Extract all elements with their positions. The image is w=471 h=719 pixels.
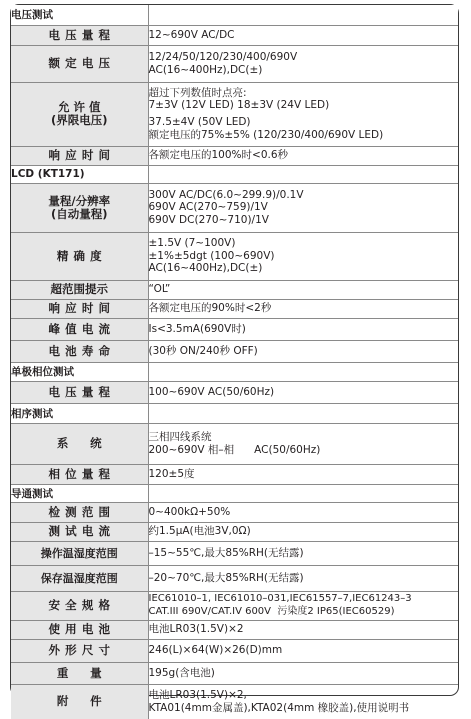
section-title: 相序测试 bbox=[11, 403, 148, 423]
label-dimensions: 外形尺寸 bbox=[11, 639, 148, 662]
value-single-phase-range: 100~690V AC(50/60Hz) bbox=[148, 381, 458, 403]
value-peak-current: Is<3.5mA(690V时) bbox=[148, 318, 458, 340]
value-system: 三相四线系统 200~690V 相–相 AC(50/60Hz) bbox=[148, 423, 458, 464]
row-storage-env bbox=[11, 565, 458, 591]
row-voltage-range bbox=[11, 25, 458, 45]
value-overrange: “OL” bbox=[148, 280, 458, 299]
label-voltage-range: 电压量程 bbox=[11, 25, 148, 45]
section-single-phase bbox=[11, 362, 458, 381]
value-lcd-response: 各额定电压的90%时<2秒 bbox=[148, 299, 458, 318]
row-battery bbox=[11, 620, 458, 639]
value-phase-range: 120±5度 bbox=[148, 464, 458, 484]
row-rated-voltage bbox=[11, 45, 458, 82]
label-accuracy: 精确度 bbox=[11, 232, 148, 280]
row-battery-life bbox=[11, 340, 458, 362]
row-lcd-response bbox=[11, 299, 458, 318]
value-lcd-range: 300V AC/DC(6.0~299.9)/0.1V 690V AC(270~759)/1V 690V DC(270~710)/1V bbox=[148, 183, 458, 232]
value-voltage-range: 12~690V AC/DC bbox=[148, 25, 458, 45]
section-title: 电压测试 bbox=[11, 5, 148, 25]
value-accuracy: ±1.5V (7~100V) ±1%±5dgt (100~690V) AC(16~400Hz),DC(±) bbox=[148, 232, 458, 280]
row-overrange bbox=[11, 280, 458, 299]
value-tolerance: 超过下列数值时点亮: 7±3V (12V LED) 18±3V (24V LED) 37.5±4V (50V LED) 额定电压的75%±5% (120/230/400/690V LED) bbox=[148, 82, 458, 146]
value-accessories: 电池LR03(1.5V)×2, KTA01(4mm金属盖),KTA02(4mm 橡胶盖),使用说明书 bbox=[148, 684, 458, 719]
row-single-phase-range bbox=[11, 381, 458, 403]
value-operating-env: –15~55℃,最大85%RH(无结露) bbox=[148, 541, 458, 565]
label-lcd-range: 量程/分辨率 (自动量程) bbox=[11, 183, 148, 232]
label-test-current: 测试电流 bbox=[11, 522, 148, 541]
section-phase-sequence bbox=[11, 403, 458, 423]
label-overrange: 超范围提示 bbox=[11, 280, 148, 299]
row-test-current bbox=[11, 522, 458, 541]
label-weight: 重量 bbox=[11, 662, 148, 684]
label-tolerance: 允 许 值 (界限电压) bbox=[11, 82, 148, 146]
label-phase-range: 相位量程 bbox=[11, 464, 148, 484]
row-safety bbox=[11, 591, 458, 620]
section-title: 单极相位测试 bbox=[11, 362, 148, 381]
section-title: LCD (KT171) bbox=[11, 165, 148, 183]
label-battery-life: 电池寿命 bbox=[11, 340, 148, 362]
label-safety: 安全规格 bbox=[11, 591, 148, 620]
value-weight: 195g(含电池) bbox=[148, 662, 458, 684]
value-voltage-response: 各额定电压的100%时<0.6秒 bbox=[148, 146, 458, 165]
spec-table-frame bbox=[10, 4, 459, 714]
row-tolerance bbox=[11, 82, 458, 146]
row-voltage-response bbox=[11, 146, 458, 165]
section-title: 导通测试 bbox=[11, 484, 148, 502]
row-peak-current bbox=[11, 318, 458, 340]
row-accessories bbox=[11, 684, 458, 719]
value-dimensions: 246(L)×64(W)×26(D)mm bbox=[148, 639, 458, 662]
label-system: 系统 bbox=[11, 423, 148, 464]
label-lcd-response: 响应时间 bbox=[11, 299, 148, 318]
label-storage-env: 保存温湿度范围 bbox=[11, 565, 148, 591]
label-accessories: 附件 bbox=[11, 684, 148, 719]
row-phase-range bbox=[11, 464, 458, 484]
section-voltage-test bbox=[11, 5, 458, 25]
label-operating-env: 操作温湿度范围 bbox=[11, 541, 148, 565]
value-battery-life: (30秒 ON/240秒 OFF) bbox=[148, 340, 458, 362]
label-single-phase-range: 电压量程 bbox=[11, 381, 148, 403]
section-lcd bbox=[11, 165, 458, 183]
value-storage-env: –20~70℃,最大85%RH(无结露) bbox=[148, 565, 458, 591]
value-rated-voltage: 12/24/50/120/230/400/690V AC(16~400Hz),DC(±) bbox=[148, 45, 458, 82]
row-weight bbox=[11, 662, 458, 684]
row-system bbox=[11, 423, 458, 464]
label-detect-range: 检测范围 bbox=[11, 502, 148, 522]
value-safety: IEC61010–1, IEC61010–031,IEC61557–7,IEC61243–3 CAT.III 690V/CAT.IV 600V 污染度2 IP65(IEC60529) bbox=[148, 591, 458, 620]
value-test-current: 约1.5μA(电池3V,0Ω) bbox=[148, 522, 458, 541]
spec-table bbox=[11, 5, 458, 719]
label-peak-current: 峰值电流 bbox=[11, 318, 148, 340]
label-voltage-response: 响应时间 bbox=[11, 146, 148, 165]
row-detect-range bbox=[11, 502, 458, 522]
row-operating-env bbox=[11, 541, 458, 565]
row-lcd-range bbox=[11, 183, 458, 232]
value-battery: 电池LR03(1.5V)×2 bbox=[148, 620, 458, 639]
row-accuracy bbox=[11, 232, 458, 280]
label-rated-voltage: 额定电压 bbox=[11, 45, 148, 82]
section-continuity bbox=[11, 484, 458, 502]
row-dimensions bbox=[11, 639, 458, 662]
label-battery: 使用电池 bbox=[11, 620, 148, 639]
value-detect-range: 0~400kΩ+50% bbox=[148, 502, 458, 522]
